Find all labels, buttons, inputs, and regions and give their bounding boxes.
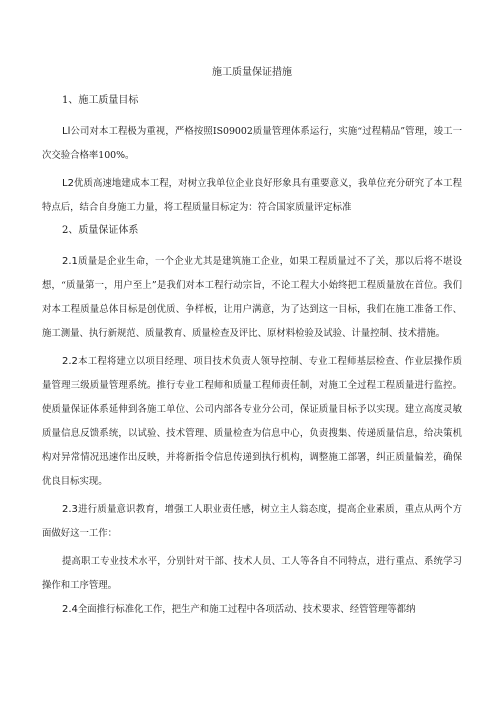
paragraph-text: 优质高速地建成本工程，对树立我单位企业良好形象具有重要意义，我单位充分研究了本工程特点后，结合自身施工力量，将工程质量目标定为：符合国家质量评定标准 <box>42 178 462 213</box>
paragraph-number: Ll <box>62 126 71 137</box>
paragraph-text: 本工程将建立以项目经理、项目技术负责人领导控制、专业工程师基层检查、作业层操作质量管理三级质量管理系统。推行专业工程师和质量工程师责任制，对施工全过程工程质量进行监控。使质量保证体系延伸到各施工单位、公司内部各专业分公司，保证质量目标予以实现。建立高度灵敏质量信息反馈系统，以试验、技术管理、质量检查为信息中心，负责搜集、传递质量信息，给决策机构对异常情况迅速作出反映，并将新指令信息传递到执行机构，调整施工部署，纠正质量偏差，确保优良目标实现。 <box>42 356 462 487</box>
section-heading-1: 1、施工质量目标 <box>62 95 139 106</box>
paragraph-2-2 <box>42 350 462 494</box>
paragraph-number: 2.4 <box>62 604 78 615</box>
paragraph-number: 2.1 <box>62 256 78 267</box>
document-title: 施工质量保证措施 <box>212 67 292 78</box>
paragraph-2-4 <box>42 598 462 622</box>
paragraph-text: 进行质量意识教育，增强工人职业责任感，树立主人翁态度，提高企业素质，重点从两个方面做好这一工作： <box>42 504 462 539</box>
paragraph-number: 2.3 <box>62 504 78 515</box>
paragraph-text: 公司对本工程极为重视，严格按照IS09002质量管理体系运行，实施“过程精品”管理，竣工一次交验合格率100%。 <box>42 126 462 161</box>
paragraph-number: L2 <box>62 178 74 189</box>
paragraph-2-1 <box>42 250 462 346</box>
paragraph-2-3 <box>42 498 462 546</box>
paragraph-number: 2.2 <box>62 356 78 367</box>
paragraph-1-2 <box>42 172 462 220</box>
paragraph-text: 全面推行标准化工作，把生产和施工过程中各项活动、技术要求、经管管理等都纳 <box>77 604 416 615</box>
paragraph-text: 质量是企业生命，一个企业尤其是建筑施工企业，如果工程质量过不了关，那以后将不堪设想，“质量第一，用户至上”是我们对本工程行动宗旨，不论工程大小始终把工程质量放在首位。我们对本工程质量总体目标是创优质、争样板，让用户满意，为了达到这一目标，我们在施工准备工作、施工测量、执行新规范、质量教育、质量检查及评比、原材料检验及试验、计量控制、技术措施。 <box>42 256 462 339</box>
paragraph-1-1 <box>42 120 462 168</box>
section-heading-2: 2、质量保证体系 <box>62 225 139 236</box>
paragraph-text: 提高职工专业技术水平，分别针对干部、技术人员、工人等各自不同特点，进行重点、系统学习操作和工序管理。 <box>42 556 462 591</box>
paragraph-2-3-sub <box>42 550 462 598</box>
